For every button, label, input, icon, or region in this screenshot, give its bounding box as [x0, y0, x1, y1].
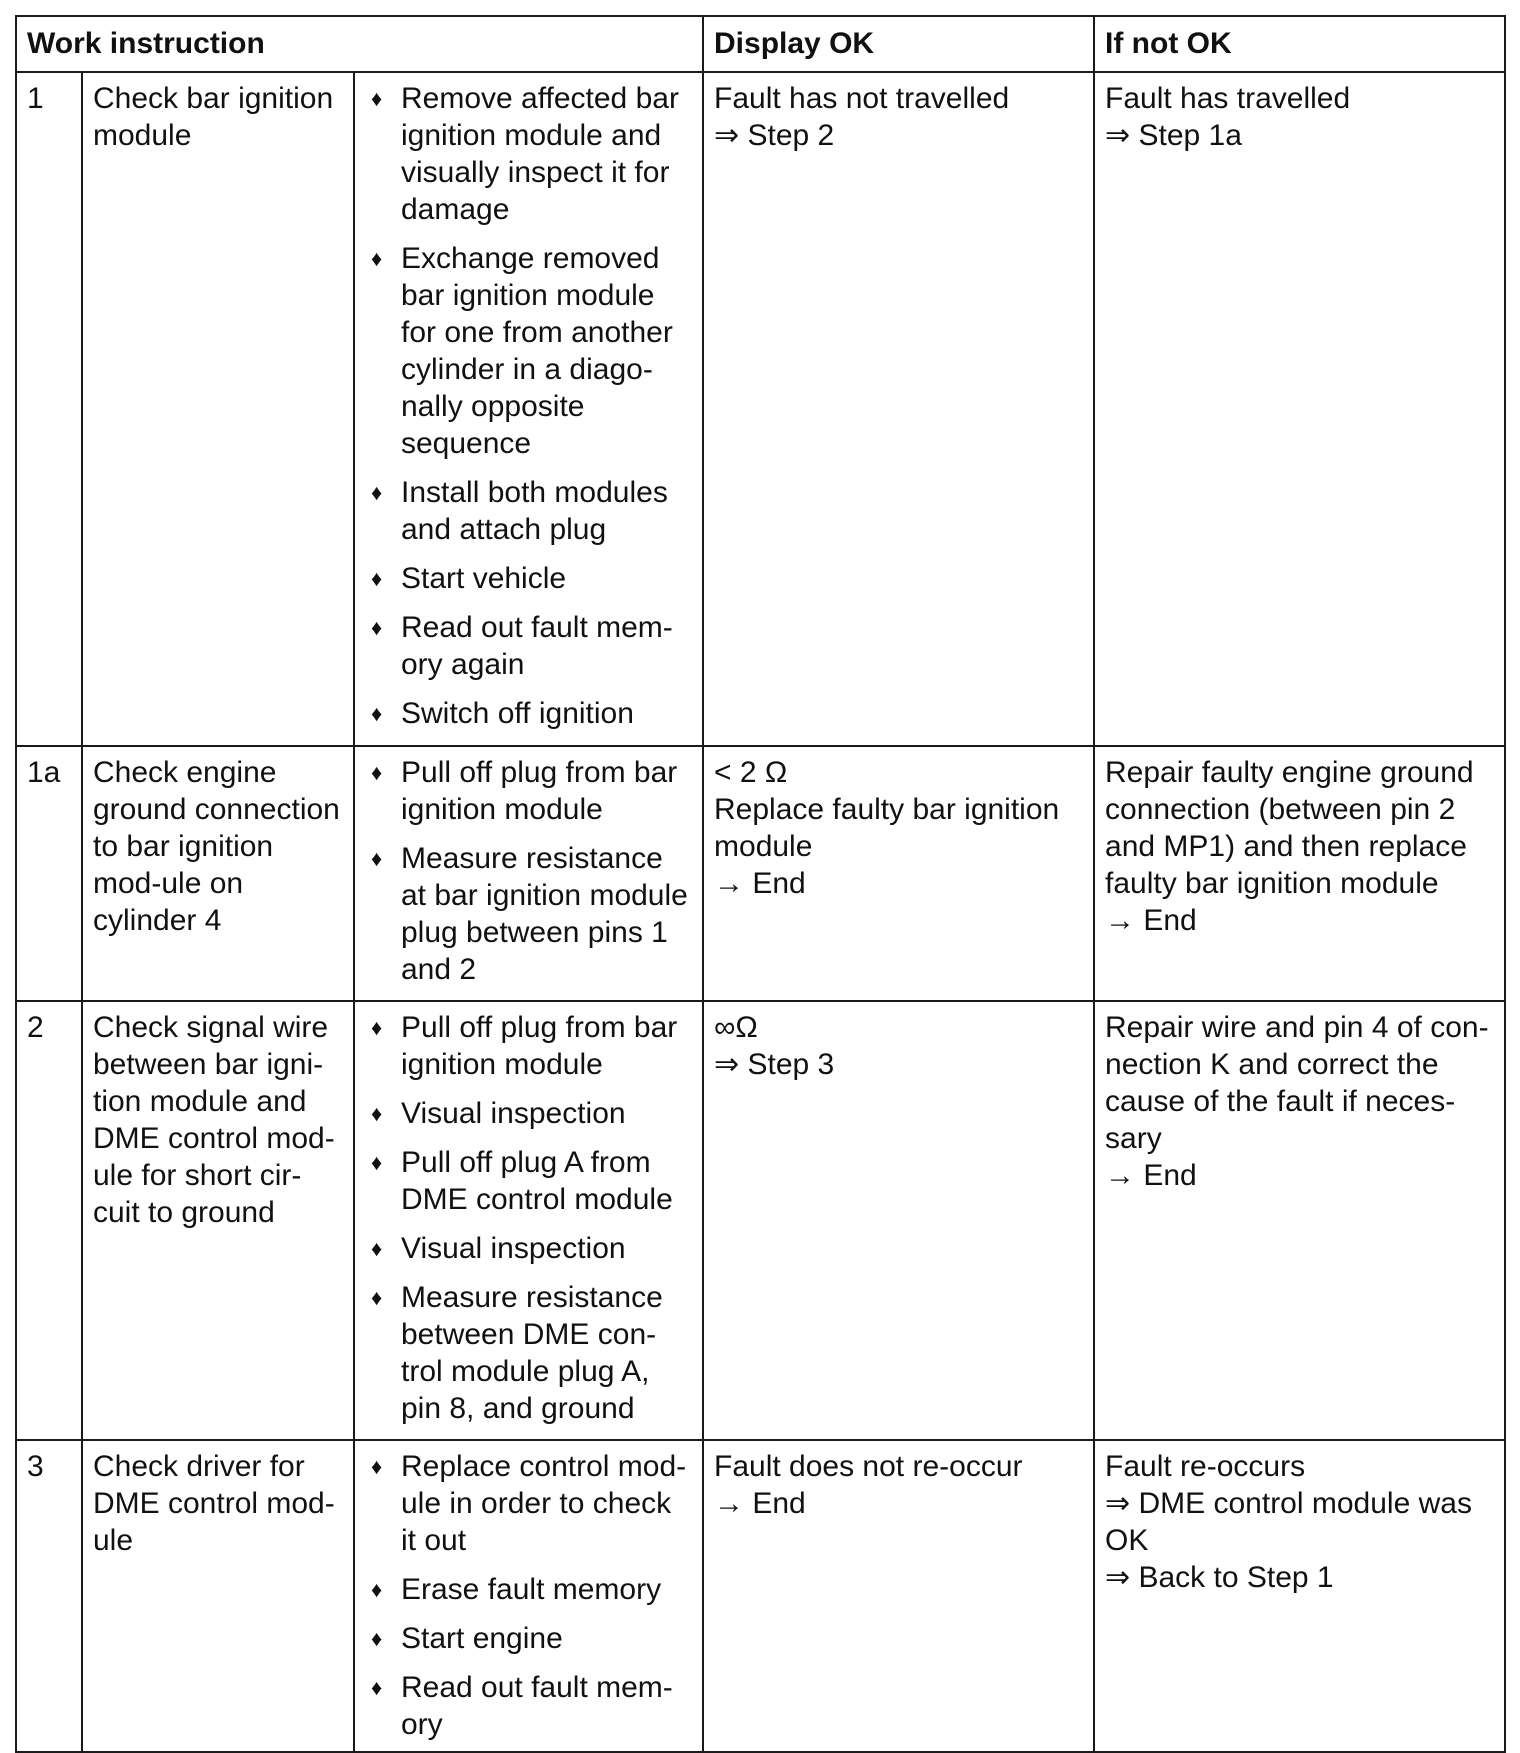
result-line: ⇒ Step 3: [714, 1048, 835, 1081]
actions-cell: [354, 1440, 703, 1752]
bullet-icon: ♦: [371, 615, 383, 640]
bullet-icon: ♦: [371, 1675, 383, 1700]
actions-cell: [354, 72, 703, 746]
result-line: ⇒ Back to Step 1: [1105, 1561, 1334, 1594]
display-ok-cell: [703, 72, 1094, 746]
step-number: 2: [16, 1001, 82, 1440]
action-item: ♦ Visual inspection: [371, 1232, 626, 1265]
result-line: Fault has travelled: [1105, 82, 1351, 115]
header-display-ok: Display OK: [703, 16, 1094, 72]
if-not-ok-cell: [1094, 1001, 1505, 1440]
result-line: Fault re-occurs: [1105, 1450, 1306, 1483]
if-not-ok-cell: [1094, 72, 1505, 746]
result-line: → End: [714, 1487, 806, 1520]
result-line: Fault has not travelled: [714, 82, 1010, 115]
action-item: ♦ Replace control mod-ule in order to check it out: [371, 1450, 687, 1557]
bullet-icon: ♦: [371, 1150, 383, 1175]
display-ok-cell: [703, 746, 1094, 1001]
bullet-icon: ♦: [371, 760, 383, 785]
step-number: 1: [16, 72, 82, 746]
action-item: ♦ Pull off plug A from DME control module: [371, 1146, 673, 1216]
action-item: ♦ Start vehicle: [371, 562, 567, 595]
header-row: [16, 16, 1505, 72]
step-number: 3: [16, 1440, 82, 1752]
task-cell: Check signal wire between bar igni-tion module and DME control mod-ule for short cir-cuit to ground: [82, 1001, 354, 1440]
table-row: [16, 1440, 1505, 1752]
result-line: ⇒ DME control module was OK: [1105, 1487, 1472, 1557]
bullet-icon: ♦: [371, 1626, 383, 1651]
result-line: → End: [1105, 1159, 1197, 1192]
display-ok-cell: [703, 1001, 1094, 1440]
work-instruction-table: [15, 15, 1506, 1753]
bullet-icon: ♦: [371, 1101, 383, 1126]
table-row: [16, 1001, 1505, 1440]
action-item: ♦ Switch off ignition: [371, 697, 634, 730]
table-row: [16, 72, 1505, 746]
action-item: ♦ Install both modules and attach plug: [371, 476, 668, 546]
result-line: ⇒ Step 2: [714, 119, 835, 152]
bullet-icon: ♦: [371, 846, 383, 871]
action-item: ♦ Pull off plug from bar ignition module: [371, 756, 678, 826]
action-item: ♦ Start engine: [371, 1622, 563, 1655]
bullet-icon: ♦: [371, 1015, 383, 1040]
action-item: ♦ Exchange removed bar ignition module for one from another cylinder in a diago-nally opposite sequence: [371, 242, 673, 460]
action-item: ♦ Measure resistance between DME con-trol module plug A, pin 8, and ground: [371, 1281, 663, 1425]
result-line: ∞Ω: [714, 1011, 758, 1044]
action-item: ♦ Erase fault memory: [371, 1573, 662, 1606]
action-item: ♦ Read out fault mem-ory: [371, 1671, 673, 1741]
actions-cell: [354, 746, 703, 1001]
bullet-icon: ♦: [371, 1577, 383, 1602]
bullet-icon: ♦: [371, 1454, 383, 1479]
result-line: ⇒ Step 1a: [1105, 119, 1242, 152]
task-cell: Check bar ignition module: [82, 72, 354, 746]
actions-cell: [354, 1001, 703, 1440]
bullet-icon: ♦: [371, 480, 383, 505]
result-line: Repair wire and pin 4 of con-nection K and correct the cause of the fault if neces-sary: [1105, 1011, 1489, 1155]
action-item: ♦ Read out fault mem-ory again: [371, 611, 673, 681]
if-not-ok-cell: [1094, 1440, 1505, 1752]
task-cell: Check engine ground connection to bar ignition mod-ule on cylinder 4: [82, 746, 354, 1001]
bullet-icon: ♦: [371, 566, 383, 591]
display-ok-cell: [703, 1440, 1094, 1752]
bullet-icon: ♦: [371, 86, 383, 111]
action-item: ♦ Visual inspection: [371, 1097, 626, 1130]
result-line: Repair faulty engine ground connection (between pin 2 and MP1) and then replace faulty bar ignition module: [1105, 756, 1474, 900]
task-cell: Check driver for DME control mod-ule: [82, 1440, 354, 1752]
action-item: ♦ Measure resistance at bar ignition module plug between pins 1 and 2: [371, 842, 688, 986]
bullet-icon: ♦: [371, 1236, 383, 1261]
if-not-ok-cell: [1094, 746, 1505, 1001]
bullet-icon: ♦: [371, 701, 383, 726]
result-line: < 2 Ω: [714, 756, 788, 789]
result-line: Fault does not re-occur: [714, 1450, 1023, 1483]
bullet-icon: ♦: [371, 246, 383, 271]
table-row: [16, 746, 1505, 1001]
action-item: ♦ Remove affected bar ignition module and visually inspect it for damage: [371, 82, 679, 226]
result-line: Replace faulty bar ignition module: [714, 793, 1060, 863]
step-number: 1a: [16, 746, 82, 1001]
header-if-not-ok: If not OK: [1094, 16, 1505, 72]
result-line: → End: [714, 867, 806, 900]
bullet-icon: ♦: [371, 1285, 383, 1310]
action-item: ♦ Pull off plug from bar ignition module: [371, 1011, 678, 1081]
result-line: → End: [1105, 904, 1197, 937]
header-work-instruction: Work instruction: [16, 16, 703, 72]
